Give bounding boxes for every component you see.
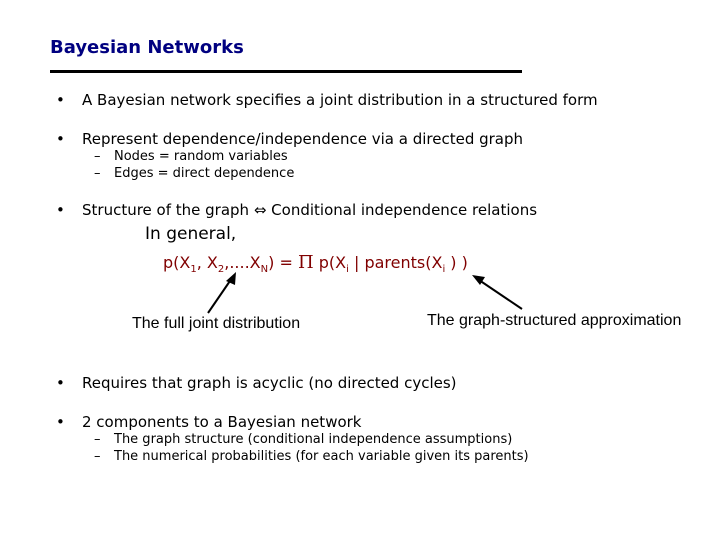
sub-bullet-dash: – — [94, 149, 101, 164]
bullet-text-3: Structure of the graph ⇔ Conditional independence relations — [82, 201, 538, 219]
bullet-text-5: 2 components to a Bayesian network — [82, 413, 362, 431]
in-general-text: In general, — [145, 224, 237, 244]
sub-bullet-text: Nodes = random variables — [114, 149, 288, 164]
arrow-right — [479, 280, 522, 309]
bullet-marker: • — [56, 130, 65, 148]
arrow-left — [208, 278, 232, 313]
sub-bullet-dash: – — [94, 432, 101, 447]
label-full-joint: The full joint distribution — [132, 315, 301, 332]
bullet-marker: • — [56, 91, 65, 109]
bullet-text-2: Represent dependence/independence via a directed graph — [82, 130, 524, 148]
sub-bullet-text: The graph structure (conditional independence assumptions) — [114, 432, 513, 447]
sub-bullet-dash: – — [94, 449, 101, 464]
bullet-text-4: Requires that graph is acyclic (no directed cycles) — [82, 374, 457, 392]
bullet-text-1: A Bayesian network specifies a joint distribution in a structured form — [82, 91, 598, 109]
sub-bullet-text: Edges = direct dependence — [114, 166, 295, 181]
joint-distribution-formula: $p(X_1$, $X_2,....X_N) = \Pi$ $p(X_i$ | $parents(X_i$ ) ) — [163, 252, 468, 276]
bullet-marker: • — [56, 201, 65, 219]
sub-bullet-text: The numerical probabilities (for each variable given its parents) — [114, 449, 529, 464]
bullet-marker: • — [56, 374, 65, 392]
label-graph-approximation: The graph-structured approximation — [427, 312, 682, 329]
sub-bullet-dash: – — [94, 166, 101, 181]
slide-title: Bayesian Networks — [50, 37, 244, 58]
bullet-marker: • — [56, 413, 65, 431]
